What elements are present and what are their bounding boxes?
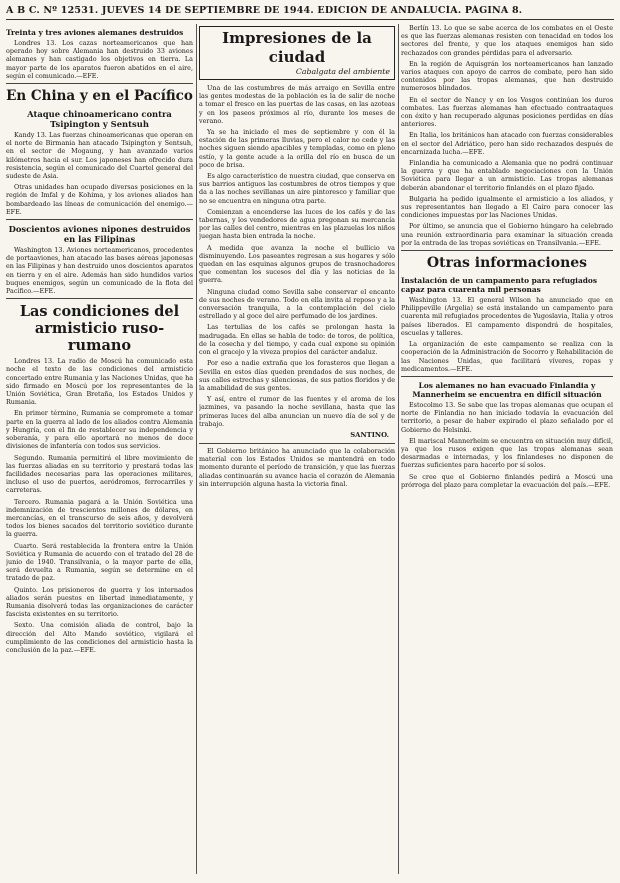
paragraph: El mariscal Mannerheim se encuentra en situación muy difícil, ya que los rusos exigen que las tropas alemanas sean desarmadas e internadas, y los finlandeses no disponen de fuerzas suficientes para hacerlo por sí solos. (401, 436, 613, 470)
paragraph: En primer término, Rumania se compromete a tomar parte en la guerra al lado de los aliados contra Alemania y Hungría, con el fin de restablecer su independencia y soberanía, y para ello aportará no menos de doce divisiones de infantería con todos sus servicios. (6, 409, 193, 451)
column-rule (196, 24, 197, 874)
paragraph: La organización de este campamento se realiza con la cooperación de la Administración de Socorro y Rehabilitación de las Naciones Unidas, que facilitará víveres, ropas y medicamentos.—EFE. (401, 340, 613, 373)
divider (199, 443, 395, 444)
headline-aviones-nipones: Doscientos aviones nipones destruidos en las Filipinas (8, 224, 191, 245)
divider (6, 298, 193, 299)
paragraph: Kandy 13. Las fuerzas chinoamericanas que operan en el norte de Birmania han atacado Tsipington y Sentsuh, en el sector de Mogaung, y han avanzado varios kilómetros hacia el sur. Los japoneses han ofrecido dura resistencia, según el comunicado del Cuartel general del sudeste de Asia. (6, 131, 193, 181)
paragraph: Estocolmo 13. Se sabe que las tropas alemanas que ocupan el norte de Finlandia no han iniciado todavía la evacuación del territorio, a pesar de haber expirado el plazo señalado por el Gobierno de Helsinki. (401, 400, 613, 434)
masthead: A B C. Nº 12531. JUEVES 14 DE SEPTIEMBRE DE 1944. EDICIÓN DE ANDALUCÍA. PÁGINA 8. (6, 5, 614, 20)
subheadline: Los alemanes no han evacuado Finlandia y Mannerheim se encuentra en difícil situación (412, 380, 602, 399)
paragraph: El Gobierno británico ha anunciado que la colaboración material con los Estados Unidos se mantendrá en todo momento durante el período de transición, y que las fuerzas aliadas continuarán su avance hacia el corazón de Alemania sin interrupción alguna hasta la victoria final. (199, 446, 395, 488)
feature-box (199, 26, 395, 80)
column-center (199, 24, 395, 876)
paragraph: Quinto. Los prisioneros de guerra y los internados aliados serán puestos en libertad inmediatamente, y Rumania disolverá todas las organizaciones de carácter fascista existentes en su territorio. (6, 585, 193, 619)
signature: SANTINO. (350, 430, 389, 439)
feature-title: Impresiones de la ciudad (222, 29, 372, 66)
paragraph: Por eso a nadie extraña que los forasteros que llegan a Sevilla en estos días queden prendados de sus noches, de sus calles estrechas y silenciosas, de sus patios floridos y de la amabilidad de sus gentes. (199, 359, 395, 392)
paragraph: Sexto. Una comisión aliada de control, bajo la dirección del Alto Mando soviético, vigilará el cumplimiento de las condiciones del armisticio hasta la conclusión de la paz.—EFE. (6, 621, 193, 654)
paragraph: Y así, entre el rumor de las fuentes y el aroma de los jazmines, va pasando la noche sevillana, hasta que las primeras luces del alba anuncian un nuevo día de sol y de trabajo. (199, 395, 395, 428)
paragraph: En el sector de Nancy y en los Vosgos continúan los duros combates. Las fuerzas alemanas han efectuado contraataques con éxito y han recuperado algunas posiciones perdidas en días anteriores. (401, 95, 613, 129)
paragraph: A medida que avanza la noche el bullicio va disminuyendo. Los paseantes regresan a sus hogares y sólo quedan en las esquinas algunos grupos de trasnochadores que comentan los sucesos del día y las noticias de la guerra. (199, 243, 395, 285)
feature-byline: Cabalgata del ambiente (295, 67, 390, 76)
paragraph: Bulgaria ha pedido igualmente el armisticio a los aliados, y sus representantes han llegado a El Cairo para conocer las condiciones impuestas por las Naciones Unidas. (401, 194, 613, 220)
column-right (401, 24, 613, 876)
headline-otras-informaciones: Otras informaciones (426, 255, 588, 272)
paragraph: Por último, se anuncia que el Gobierno húngaro ha celebrado una reunión extraordinaria para examinar la situación creada por la entrada de las tropas soviéticas en Transilvania.—EFE. (401, 222, 613, 247)
paragraph: Berlín 13. Lo que se sabe acerca de los combates en el Oeste es que las fuerzas alemanas resisten con tenacidad en todos los sectores del frente, y que los ataques enemigos han sido rechazados con grandes pérdidas para el adversario. (401, 24, 613, 57)
column-left (6, 24, 193, 876)
paragraph: Se cree que el Gobierno finlandés pedirá a Moscú una prórroga del plazo para completar la evacuación del país.—EFE. (401, 472, 613, 489)
headline-china-pacifico: En China y en el Pacífico (6, 88, 193, 105)
paragraph: Washington 13. El general Wilson ha anunciado que en Philippeville (Argelia) se está instalando un campamento para cuarenta mil refugiados procedentes de Yugoslavia, Italia y otros países liberados. El campamento dispondrá de hospitales, escuelas y talleres. (401, 296, 613, 337)
divider (401, 250, 613, 251)
paragraph: Las tertulias de los cafés se prolongan hasta la madrugada. En ellas se habla de todo: de toros, de política, de la cosecha y del tiempo, y cada cual expone su opinión con el gracejo y la viveza propios del carácter andaluz. (199, 323, 395, 357)
divider (6, 219, 193, 220)
article-headline: Treinta y tres aviones alemanes destruidos (6, 28, 184, 37)
paragraph: Londres 13. La radio de Moscú ha comunicado esta noche el texto de las condiciones del armisticio concertado entre Rumania y las Naciones Unidas, que ha sido firmado en Moscú por los representantes de la Unión Soviética, Gran Bretaña, los Estados Unidos y Rumania. (6, 357, 193, 407)
divider (401, 376, 613, 377)
paragraph: En la región de Aquisgrán los norteamericanos han lanzado varios ataques con apoyo de carros de combate, pero han sido contenidos por las tropas alemanas, que han destruido numerosos blindados. (401, 59, 613, 93)
divider (6, 83, 193, 84)
paragraph: Segundo. Rumania permitirá el libre movimiento de las fuerzas aliadas en su territorio y prestará todas las facilidades necesarias para las operaciones militares, incluso el uso de puertos, aeródromos, ferrocarriles y carreteras. (6, 453, 193, 495)
subheadline: Instalación de un campamento para refugiados capaz para cuarenta mil personas (401, 276, 597, 295)
paragraph: Tercero. Rumania pagará a la Unión Soviética una indemnización de trescientos millones de dólares, en mercancías, en el transcurso de seis años, y devolverá todos los bienes sacados del territorio soviético durante la guerra. (6, 497, 193, 539)
headline-armisticio: Las condiciones del armisticio ruso-rumano (19, 303, 180, 355)
subheadline: Ataque chinoamericano contra Tsipington y Sentsuh (27, 109, 172, 130)
paragraph: Ya se ha iniciado el mes de septiembre y con él la estación de las primeras lluvias, pero el calor no cede y las noches siguen siendo apacibles y templadas, como en pleno estío, y la gente acude a la orilla del río en busca de un poco de brisa. (199, 128, 395, 169)
paragraph: Otras unidades han ocupado diversas posiciones en la región de Imfal y de Kohima, y los aviones aliados han bombardeado las líneas de comunicación del enemigo.—EFE. (6, 183, 193, 216)
paragraph: Washington 13. Aviones norteamericanos, procedentes de portaaviones, han atacado las bases aéreas japonesas en las Filipinas y han destruido unos doscientos aparatos en tierra y en el aire. Además han sido hundidos varios buques enemigos, según un comunicado de la flota del Pacífico.—EFE. (6, 246, 193, 296)
paragraph: Comienzan a encenderse las luces de los cafés y de las tabernas, y los vendedores de agua pregonan su mercancía por las calles del centro, mientras en las plazuelas los niños juegan hasta bien entrada la noche. (199, 207, 395, 241)
paragraph: Finlandia ha comunicado a Alemania que no podrá continuar la guerra y que ha entablado negociaciones con la Unión Soviética para llegar a un armisticio. Las tropas alemanas deberán abandonar el territorio finlandés en el plazo fijado. (401, 159, 613, 192)
paragraph: En Italia, los británicos han atacado con fuerzas considerables en el sector del Adriático, pero han sido rechazados después de encarnizada lucha.—EFE. (401, 131, 613, 156)
paragraph: Cuarto. Será restablecida la frontera entre la Unión Soviética y Rumania de acuerdo con el tratado del 28 de junio de 1940. Transilvania, o la mayor parte de ella, será devuelta a Rumania, según se determine en el tratado de paz. (6, 541, 193, 583)
paragraph: Ninguna ciudad como Sevilla sabe conservar el encanto de sus noches de verano. Todo en ella invita al reposo y a la conversación tranquila, a la contemplación del cielo estrellado y al goce del aire perfumado de los jardines. (199, 287, 395, 321)
column-rule (398, 24, 399, 874)
paragraph: Londres 13. Los cazas norteamericanos que han operado hoy sobre Alemania han destruido 33 aviones alemanes y han castigado los objetivos en tierra. La mayor parte de los aparatos fueron abatidos en el aire, según el comunicado.—EFE. (6, 39, 193, 80)
paragraph: Es algo característico de nuestra ciudad, que conserva en sus barrios antiguos las costumbres de otros tiempos y que da a las noches sevillanas un aire pintoresco y familiar que no se encuentra en ninguna otra parte. (199, 172, 395, 205)
paragraph: Una de las costumbres de más arraigo en Sevilla entre las gentes modestas de la población es la de salir de noche a tomar el fresco en las puertas de las casas, en las azoteas y en los paseos próximos al río, durante los meses de verano. (199, 84, 395, 125)
